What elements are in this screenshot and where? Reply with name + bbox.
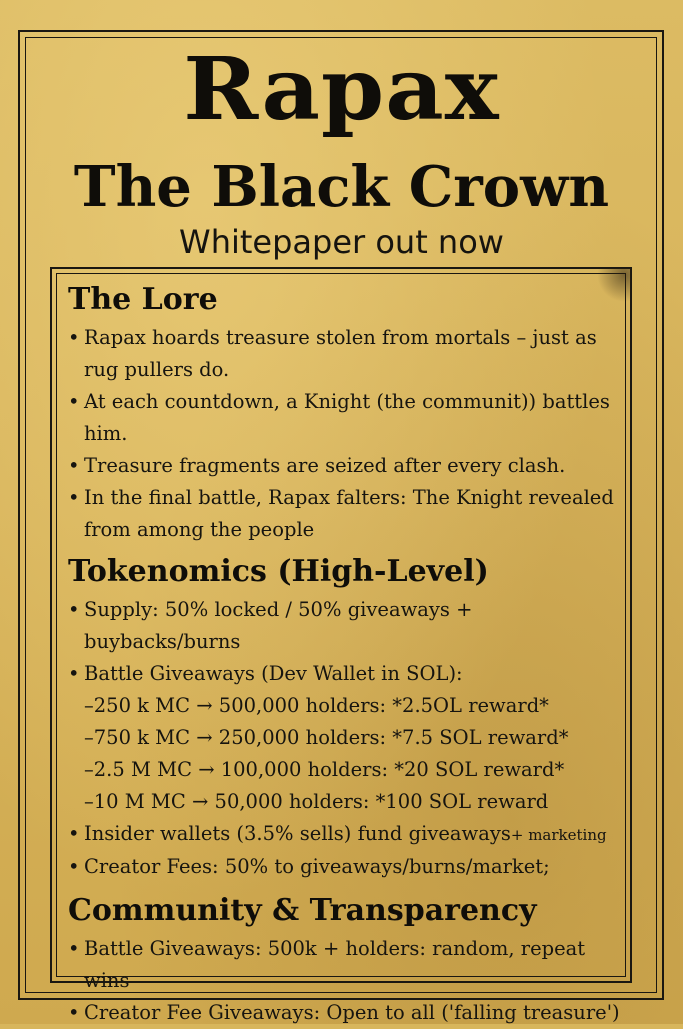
reward-tier-text: –2.5 M MC → 100,000 holders: *20 SOL reward* (84, 758, 565, 781)
tokenomics-heading: Tokenomics (High-Level) (68, 554, 489, 589)
lore-item (68, 482, 628, 546)
bullet: • (68, 937, 80, 960)
lore-item-text: At each countdown, a Knight (the communit)) battles him. (84, 390, 610, 445)
content-area (68, 278, 628, 1029)
community-section (68, 889, 628, 1029)
reward-tier-text: –750 k MC → 250,000 holders: *7.5 SOL reward* (84, 726, 569, 749)
reward-tier-text: –250 k MC → 500,000 holders: *2.5OL reward* (84, 694, 549, 717)
lore-list (68, 322, 628, 546)
lore-item-text: Rapax hoards treasure stolen from mortals – just as rug pullers do. (84, 326, 597, 381)
reward-tier-text: –10 M MC → 50,000 holders: *100 SOL reward (84, 790, 549, 813)
community-list (68, 933, 628, 1029)
reward-tier (68, 690, 628, 722)
lore-item (68, 386, 628, 450)
lore-heading: The Lore (68, 282, 218, 317)
supply-text: Supply: 50% locked / 50% giveaways + buybacks/burns (84, 598, 473, 653)
lore-section (68, 278, 628, 546)
lore-item-text: Treasure fragments are seized after every clash. (84, 454, 566, 477)
reward-tier (68, 754, 628, 786)
community-heading: Community & Transparency (68, 893, 537, 928)
insider-wallets-text: Insider wallets (3.5% sells) fund giveaways (84, 822, 511, 845)
bullet: • (68, 390, 80, 413)
community-item-text: Battle Giveaways: 500k + holders: random, repeat wins (84, 937, 586, 992)
lore-item (68, 322, 628, 386)
insider-wallets-item (68, 818, 628, 851)
bullet: • (68, 454, 80, 477)
bullet: • (68, 822, 80, 845)
community-item (68, 933, 628, 997)
bullet: • (68, 486, 80, 509)
poster-subtitle: The Black Crown (73, 154, 610, 220)
bullet: • (68, 1001, 80, 1024)
supply-item (68, 594, 628, 658)
community-item-text: Creator Fee Giveaways: Open to all ('falling treasure') (84, 1001, 620, 1024)
bullet: • (68, 662, 80, 685)
battle-giveaways-item (68, 658, 628, 690)
bullet: • (68, 855, 80, 878)
creator-fees-text: Creator Fees: 50% to giveaways/burns/market; (84, 855, 550, 878)
community-item (68, 997, 628, 1029)
bullet: • (68, 326, 80, 349)
bullet: • (68, 598, 80, 621)
lore-item (68, 450, 628, 482)
tokenomics-section (68, 550, 628, 883)
reward-tier (68, 786, 628, 818)
battle-giveaways-text: Battle Giveaways (Dev Wallet in SOL): (84, 662, 463, 685)
insider-wallets-tail: + marketing (510, 826, 607, 844)
creator-fees-item (68, 851, 628, 883)
lore-item-text: In the final battle, Rapax falters: The Knight revealed from among the people (84, 486, 614, 541)
reward-tier (68, 722, 628, 754)
poster-tagline: Whitepaper out now (179, 223, 504, 261)
poster-title: Rapax (183, 39, 500, 140)
tokenomics-list (68, 594, 628, 883)
